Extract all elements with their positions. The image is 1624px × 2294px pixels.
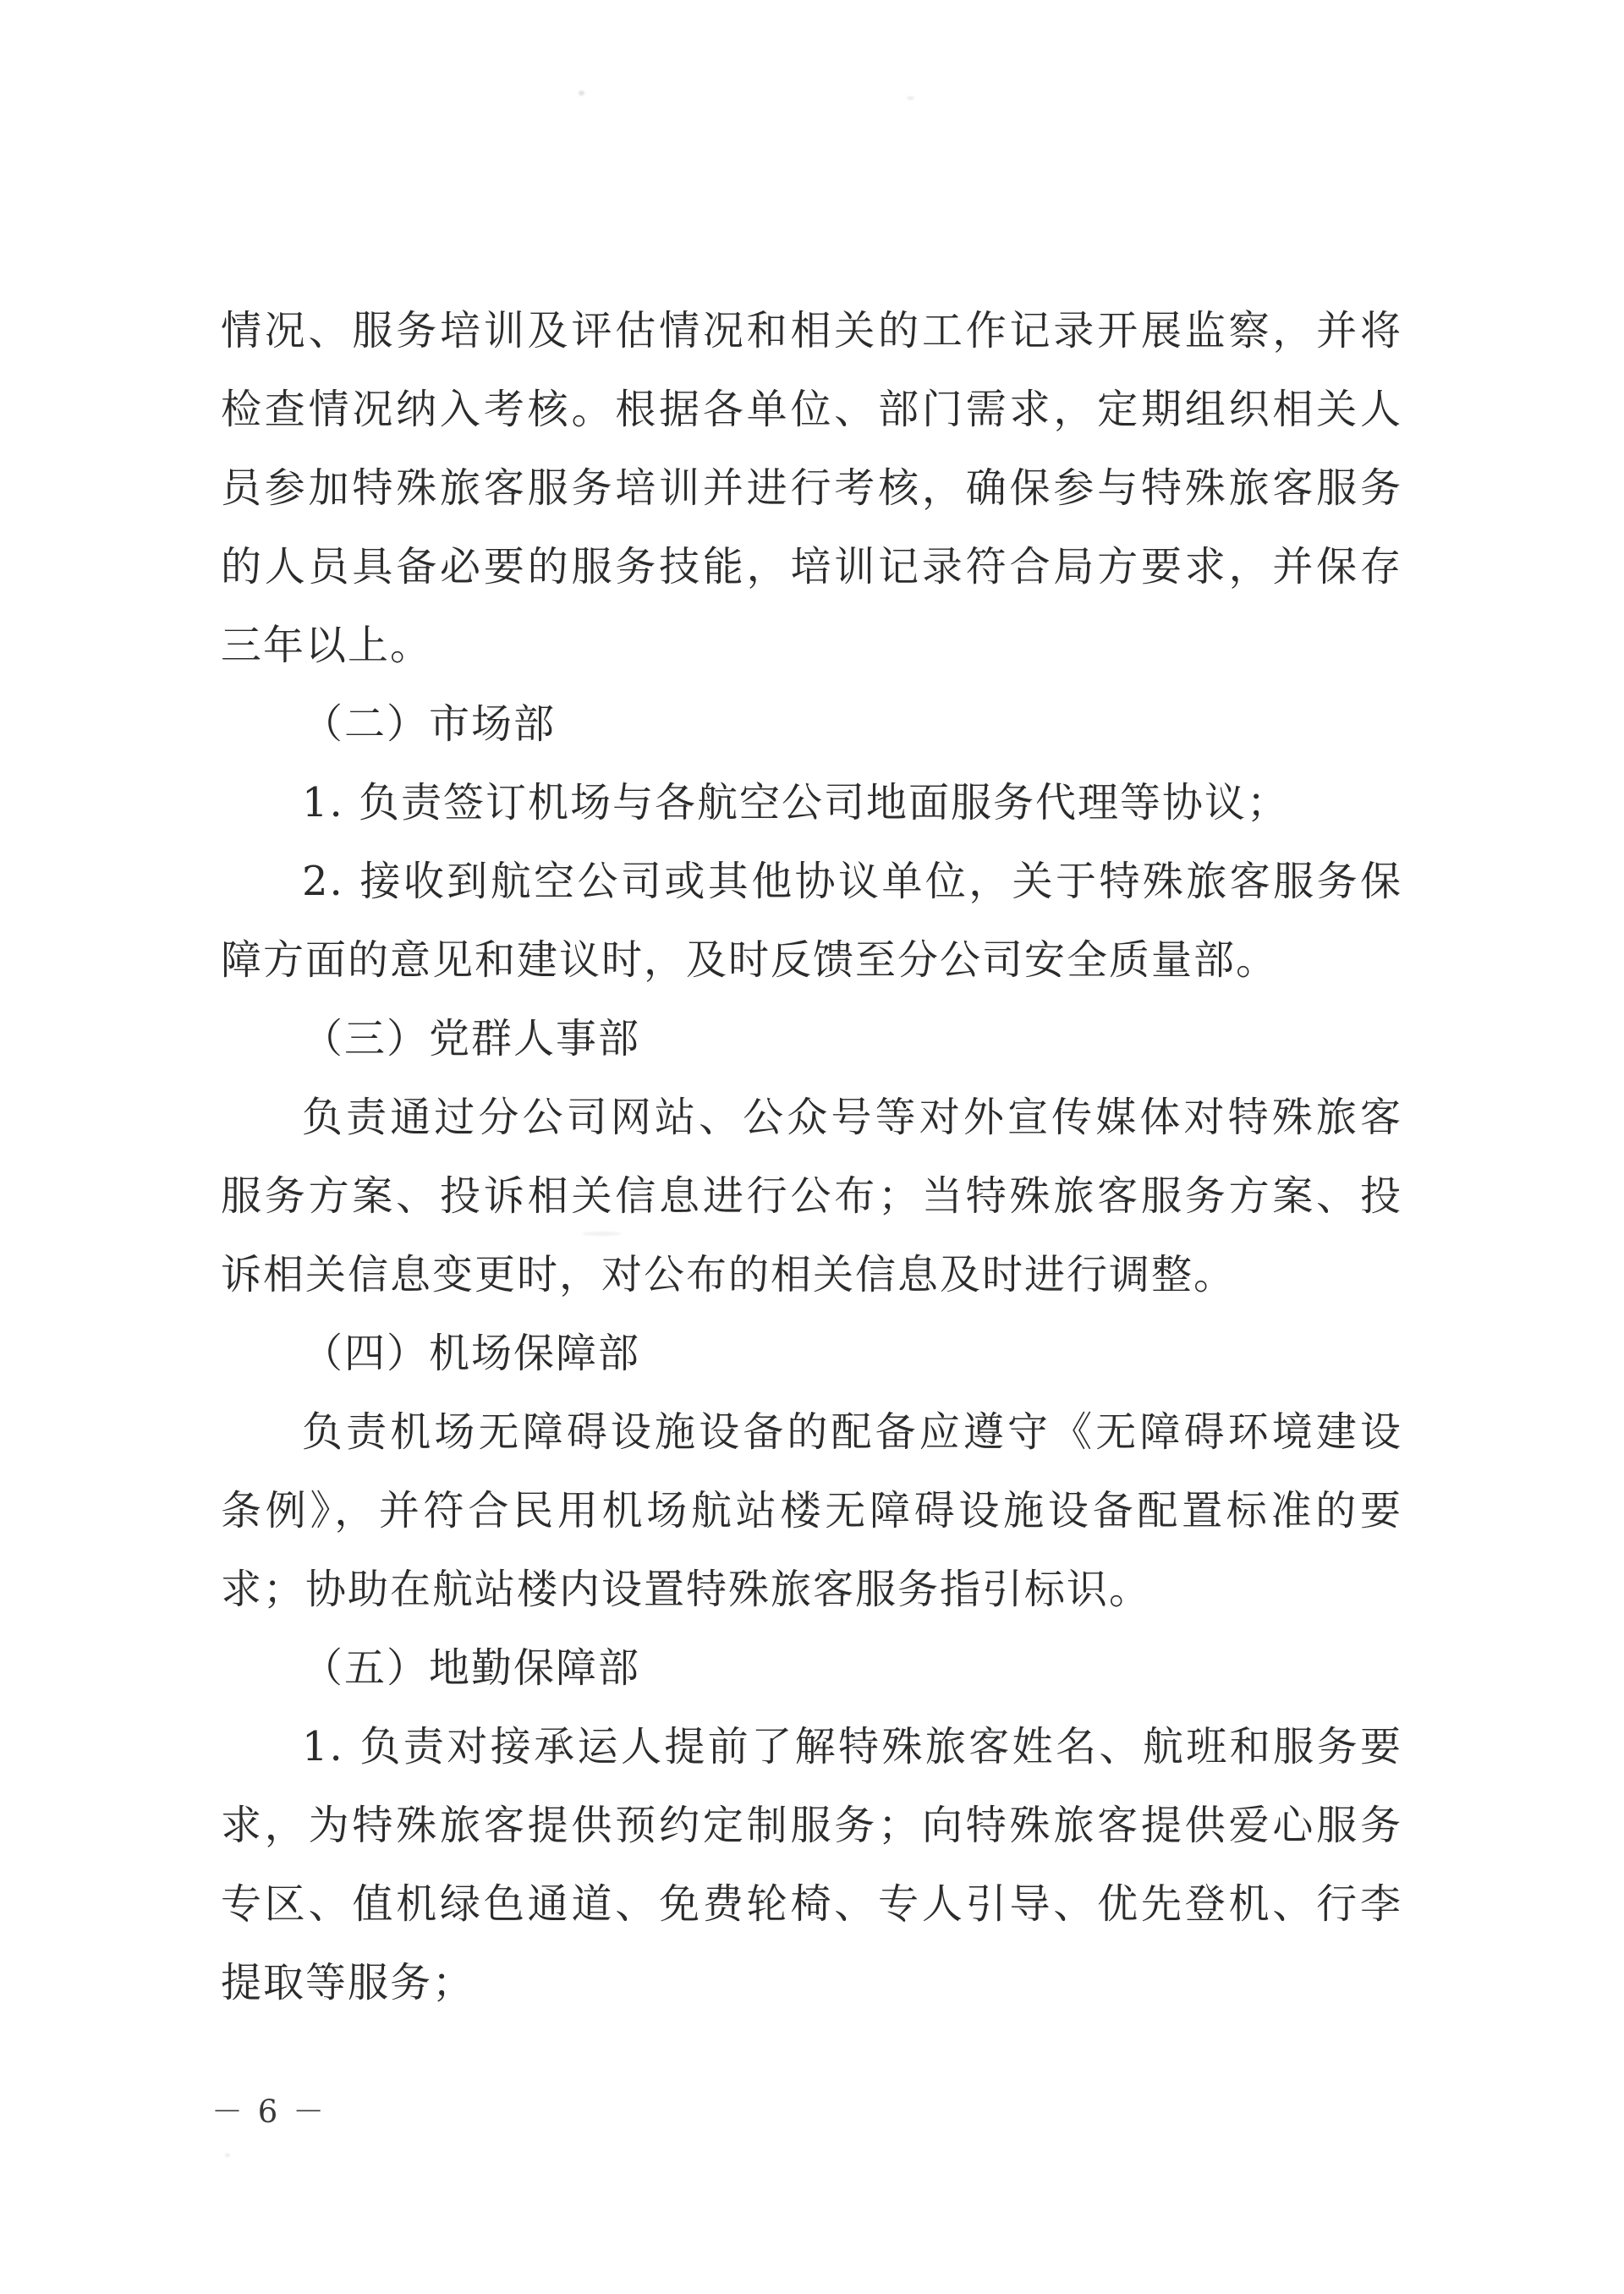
text-line: 条例》，并符合民用机场航站楼无障碍设施设备配置标准的要 bbox=[221, 1487, 1402, 1534]
text-line: 1. 负责签订机场与各航空公司地面服务代理等协议； bbox=[302, 779, 1290, 826]
text-line: 2. 接收到航空公司或其他协议单位，关于特殊旅客服务保 bbox=[302, 858, 1402, 905]
text-line: 1. 负责对接承运人提前了解特殊旅客姓名、航班和服务要 bbox=[302, 1723, 1402, 1770]
text-line: （五）地勤保障部 bbox=[302, 1644, 641, 1692]
text-line: 障方面的意见和建议时，及时反馈至分公司安全质量部。 bbox=[221, 936, 1279, 984]
text-line: 情况、服务培训及评估情况和相关的工作记录开展监察，并将 bbox=[221, 307, 1402, 354]
page-number: － 6 － bbox=[211, 2094, 327, 2130]
text-line: 员参加特殊旅客服务培训并进行考核，确保参与特殊旅客服务 bbox=[221, 464, 1402, 512]
text-line: 提取等服务； bbox=[221, 1959, 475, 2006]
text-line: 专区、值机绿色通道、免费轮椅、专人引导、优先登机、行李 bbox=[221, 1880, 1402, 1928]
text-line: 检查情况纳入考核。根据各单位、部门需求，定期组织相关人 bbox=[221, 386, 1402, 433]
scan-speck bbox=[582, 1232, 621, 1236]
text-line: 求，为特殊旅客提供预约定制服务；向特殊旅客提供爱心服务 bbox=[221, 1802, 1402, 1849]
text-block bbox=[221, 292, 1402, 2022]
text-line: 负责机场无障碍设施设备的配备应遵守《无障碍环境建设 bbox=[302, 1408, 1402, 1456]
scan-speck bbox=[579, 91, 584, 96]
text-line: 的人员具备必要的服务技能，培训记录符合局方要求，并保存 bbox=[221, 543, 1402, 590]
text-line: 求；协助在航站楼内设置特殊旅客服务指引标识。 bbox=[221, 1566, 1152, 1613]
scan-speck bbox=[225, 2154, 230, 2157]
text-line: 诉相关信息变更时，对公布的相关信息及时进行调整。 bbox=[221, 1251, 1237, 1298]
text-line: （三）党群人事部 bbox=[302, 1015, 641, 1062]
text-line: 负责通过分公司网站、公众号等对外宣传媒体对特殊旅客 bbox=[302, 1094, 1402, 1141]
text-line: 服务方案、投诉相关信息进行公布；当特殊旅客服务方案、投 bbox=[221, 1172, 1402, 1220]
text-line: 三年以上。 bbox=[221, 622, 433, 669]
scan-speck bbox=[907, 96, 914, 100]
text-line: （四）机场保障部 bbox=[302, 1330, 641, 1377]
text-line: （二）市场部 bbox=[302, 700, 557, 748]
